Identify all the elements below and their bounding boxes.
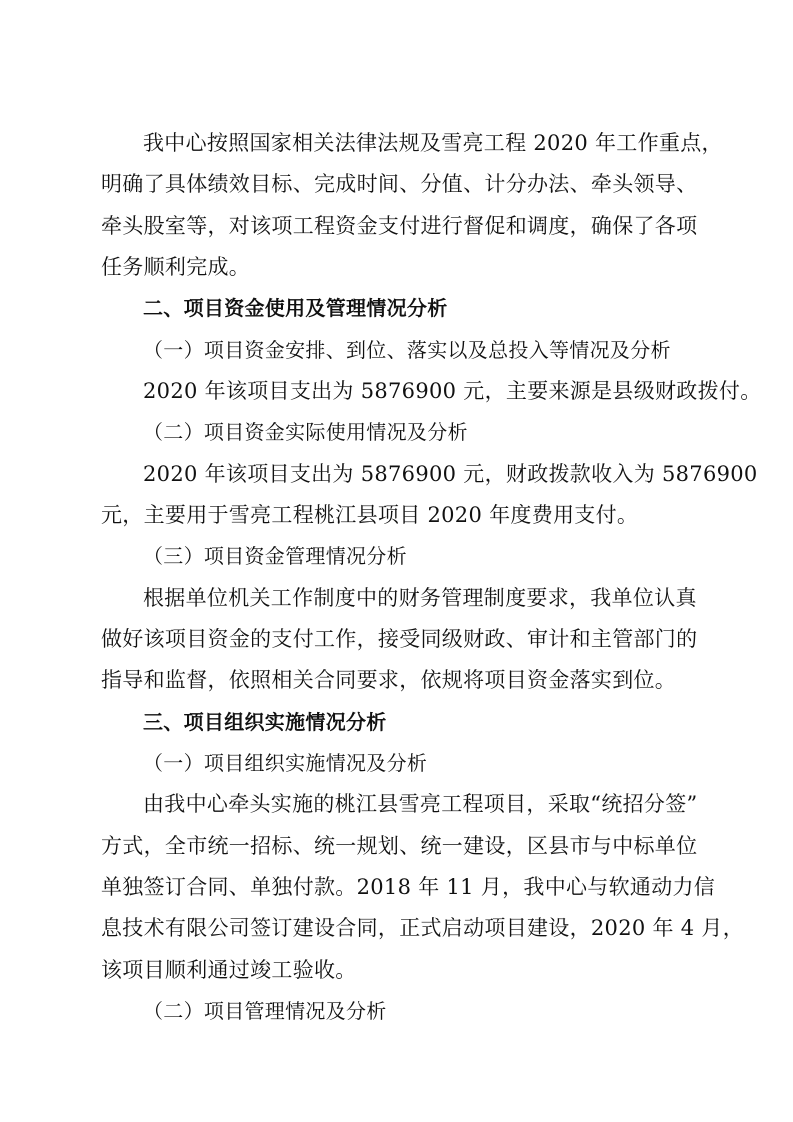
paragraph-line: 该项目顺利通过竣工验收。 bbox=[101, 958, 357, 982]
paragraph-line: 做好该项目资金的支付工作，接受同级财政、审计和主管部门的 bbox=[101, 627, 698, 651]
section-heading: 二、项目资金使用及管理情况分析 bbox=[143, 296, 448, 320]
subsection-heading: （二）项目资金实际使用情况及分析 bbox=[143, 420, 468, 444]
paragraph-line: 任务顺利完成。 bbox=[101, 255, 251, 279]
subsection-heading: （二）项目管理情况及分析 bbox=[143, 999, 387, 1023]
paragraph-line: 根据单位机关工作制度中的财务管理制度要求，我单位认真 bbox=[143, 586, 697, 610]
paragraph-line: 明确了具体绩效目标、完成时间、分值、计分办法、牵头领导、 bbox=[101, 172, 698, 196]
section-heading: 三、项目组织实施情况分析 bbox=[143, 710, 387, 734]
paragraph-line: 2020 年该项目支出为 5876900 元，财政拨款收入为 5876900 bbox=[143, 462, 758, 486]
paragraph-line: 我中心按照国家相关法律法规及雪亮工程 2020 年工作重点， bbox=[143, 131, 723, 155]
paragraph-line: 牵头股室等，对该项工程资金支付进行督促和调度，确保了各项 bbox=[101, 214, 698, 238]
paragraph-line: 单独签订合同、单独付款。2018 年 11 月，我中心与软通动力信 bbox=[101, 875, 716, 899]
paragraph-line: 元，主要用于雪亮工程桃江县项目 2020 年度费用支付。 bbox=[101, 503, 639, 527]
paragraph-line: 指导和监督，依照相关合同要求，依规将项目资金落实到位。 bbox=[101, 668, 677, 692]
paragraph-line: 由我中心牵头实施的桃江县雪亮工程项目，采取“统招分签” bbox=[143, 792, 698, 816]
subsection-heading: （一）项目资金安排、到位、落实以及总投入等情况及分析 bbox=[143, 338, 671, 362]
paragraph-line: 2020 年该项目支出为 5876900 元，主要来源是县级财政拨付。 bbox=[143, 379, 762, 403]
subsection-heading: （三）项目资金管理情况分析 bbox=[143, 544, 407, 568]
paragraph-line: 方式，全市统一招标、统一规划、统一建设，区县市与中标单位 bbox=[101, 834, 698, 858]
subsection-heading: （一）项目组织实施情况及分析 bbox=[143, 751, 428, 775]
paragraph-line: 息技术有限公司签订建设合同，正式启动项目建设，2020 年 4 月， bbox=[101, 916, 745, 940]
